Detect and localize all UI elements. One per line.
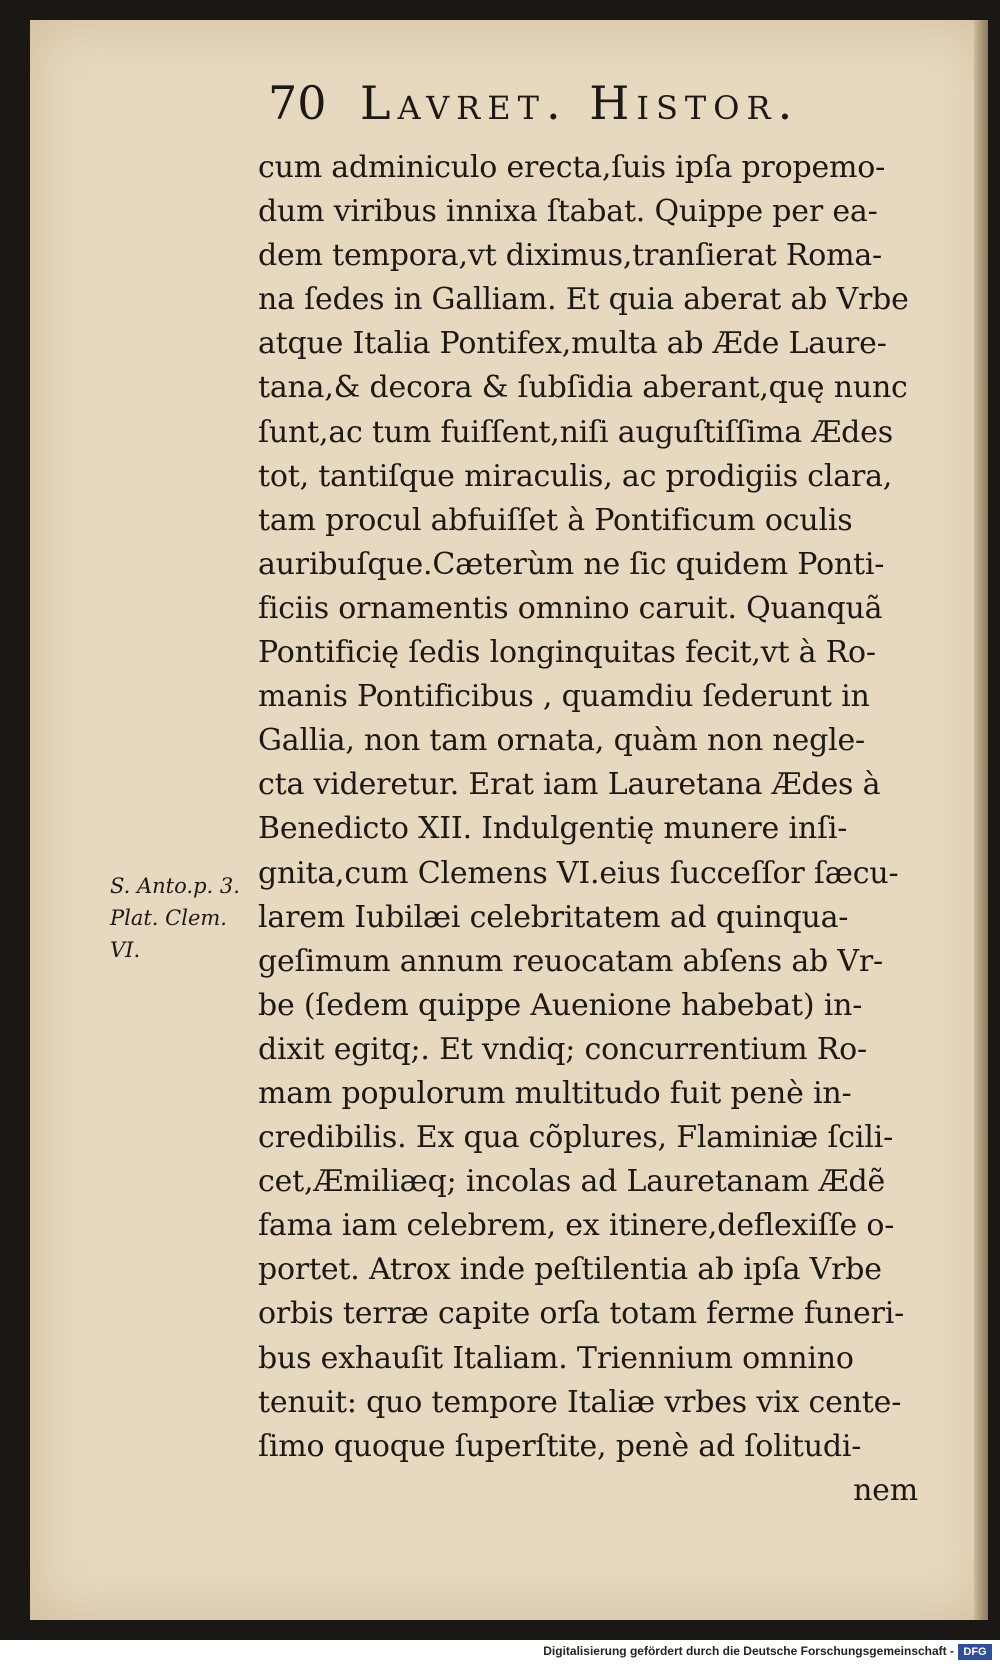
text-line: geſimum annum reuocatam abſens ab Vr- xyxy=(258,943,883,979)
text-line: dum viribus innixa ſtabat. Quippe per ea- xyxy=(258,194,878,230)
text-line: gnita,cum Clemens VI.eius ſucceſſor ſæcu- xyxy=(258,855,899,891)
margin-note xyxy=(110,870,260,966)
text-line: atque Italia Pontifex,multa ab Æde Laure- xyxy=(258,326,887,362)
text-line: fama iam celebrem, ex itinere,deflexiſſe o- xyxy=(258,1208,895,1244)
text-line: ſimo quoque ſuperſtite, penè ad ſolitudi- xyxy=(258,1428,862,1464)
margin-note-line: S. Anto.p. 3. xyxy=(110,874,240,898)
text-line: orbis terræ capite orſa totam ferme funeri- xyxy=(258,1296,905,1332)
text-line: tot, tantiſque miraculis, ac prodigiis clara, xyxy=(258,458,893,494)
text-line: ficiis ornamentis omnino caruit. Quanquã xyxy=(258,590,883,626)
text-line: portet. Atrox inde peſtilentia ab ipſa Vrbe xyxy=(258,1252,882,1288)
text-line: mam populorum multitudo fuit penè in- xyxy=(258,1075,852,1111)
text-line: cet,Æmiliæq; incolas ad Lauretanam Ædẽ xyxy=(258,1164,886,1200)
text-line: credibilis. Ex qua cõplures, Flaminiæ ſcili- xyxy=(258,1120,894,1156)
text-line: Benedicto XII. Indulgentię munere inſi- xyxy=(258,811,848,847)
catchword: nem xyxy=(853,1472,918,1508)
text-line: cta videretur. Erat iam Lauretana Ædes à xyxy=(258,767,881,803)
margin-note-line: Plat. Clem. xyxy=(110,906,227,930)
margin-note-line: VI. xyxy=(110,938,141,962)
dfg-logo: DFG xyxy=(958,1644,992,1660)
text-line: Pontificię ſedis longinquitas fecit,vt à Ro- xyxy=(258,635,876,671)
text-line: larem Iubilæi celebritatem ad quinqua- xyxy=(258,899,849,935)
digitization-footer xyxy=(0,1640,1000,1666)
text-line: tenuit: quo tempore Italiæ vrbes vix cente- xyxy=(258,1384,902,1420)
text-line: manis Pontificibus , quamdiu ſederunt in xyxy=(258,679,870,715)
text-line: dixit egitq;. Et vndiq; concurrentium Ro- xyxy=(258,1031,867,1067)
page-number: 70 xyxy=(268,76,327,130)
text-line: Gallia, non tam ornata, quàm non negle- xyxy=(258,723,865,759)
running-head: Lavret. Histor. xyxy=(360,76,800,130)
page-spine-edge xyxy=(974,20,988,1620)
text-line: dem tempora,vt diximus,tranſierat Roma- xyxy=(258,238,882,274)
page-header xyxy=(268,68,908,138)
text-line: ſunt,ac tum fuiſſent,niſi auguſtiſſima Ædes xyxy=(258,414,893,450)
text-line: bus exhauſit Italiam. Triennium omnino xyxy=(258,1340,854,1376)
text-line: na ſedes in Galliam. Et quia aberat ab Vrbe xyxy=(258,282,909,318)
text-line: cum adminiculo erecta,ſuis ipſa propemo- xyxy=(258,150,886,185)
text-line: be (ſedem quippe Auenione habebat) in- xyxy=(258,987,863,1023)
text-line: auribuſque.Cæterùm ne ſic quidem Ponti- xyxy=(258,546,885,582)
text-line: tana,& decora & ſubſidia aberant,quę nunc xyxy=(258,370,908,406)
footer-credit: Digitalisierung gefördert durch die Deutsche Forschungsgemeinschaft - xyxy=(543,1644,954,1658)
text-line: tam procul abfuiſſet à Pontificum oculis xyxy=(258,502,853,538)
body-text xyxy=(258,146,918,1513)
